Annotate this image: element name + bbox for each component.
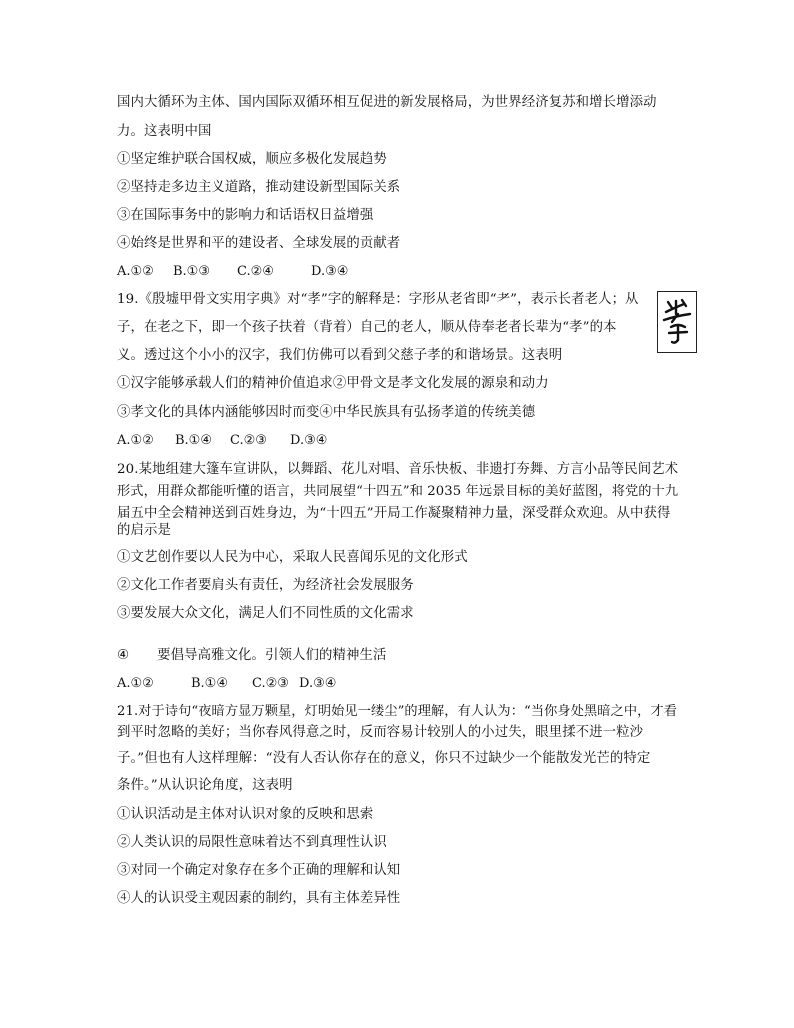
option-d[interactable]: D.③④ — [311, 264, 349, 279]
option-b[interactable]: B.①④ — [191, 676, 228, 691]
q20-statement-4-text: 要倡导高雅文化。引领人们的精神生活 — [157, 648, 387, 663]
option-a[interactable]: A.①② — [117, 676, 154, 691]
q21-line-2: 到平时忽略的美好；当你春风得意之时，反而容易计较别人的小过失，眼里揉不进一粒沙 — [117, 725, 644, 740]
q21-line-1: 21.对于诗句“夜暗方显万颗星，灯明始见一缕尘”的理解，有人认为：“当你身处黑暗之中，才看 — [117, 704, 678, 719]
q20-line-1: 20.某地组建大篷车宣讲队，以舞蹈、花儿对唱、音乐快板、非遗打夯舞、方言小品等民间艺术 — [117, 462, 679, 477]
q19-line-3: 义。透过这个小小的汉字，我们仿佛可以看到父慈子孝的和谐场景。这表明 — [117, 348, 563, 363]
oracle-bone-xiao-icon — [657, 291, 697, 353]
option-c[interactable]: C.②④ — [237, 264, 274, 279]
q21-line-3: 子。”但也有人这样理解：“没有人否认你存在的意义，你只不过缺少一个能散发光芒的特定 — [117, 751, 651, 766]
option-c[interactable]: C.②③ — [230, 433, 267, 448]
q20-statement-2: ②文化工作者要肩头有责任，为经济社会发展服务 — [117, 578, 414, 593]
option-d[interactable]: D.③④ — [299, 676, 337, 691]
q20-line-4: 的启示是 — [117, 523, 171, 538]
q19-line-1: 19.《殷墟甲骨文实用字典》对“孝”字的解释是：字形从老省即“耂”，表示长者老人；从 — [117, 292, 639, 307]
q20-statement-4-number: ④ — [117, 648, 130, 663]
q20-statement-3: ③要发展大众文化，满足人们不同性质的文化需求 — [117, 606, 414, 621]
q19-line-2: 子，在老之下，即一个孩子扶着（背着）自己的老人，顺从侍奉老者长辈为“孝”的本 — [117, 320, 617, 335]
option-b[interactable]: B.①④ — [175, 433, 212, 448]
q19-options — [117, 432, 327, 450]
q21-statement-1: ①认识活动是主体对认识对象的反映和思索 — [117, 807, 374, 822]
intro-statement-4: ④始终是世界和平的建设者、全球发展的贡献者 — [117, 236, 401, 251]
intro-line-1: 国内大循环为主体、国内国际双循环相互促进的新发展格局，为世界经济复苏和增长增添动 — [117, 95, 657, 110]
option-b[interactable]: B.①③ — [173, 264, 210, 279]
option-c[interactable]: C.②③ — [252, 676, 289, 691]
q21-statement-2: ②人类认识的局限性意味着达不到真理性认识 — [117, 835, 387, 850]
q20-line-2: 形式，用群众都能听懂的语言，共同展望“十四五”和 2035 年远景目标的美好蓝图，将党的十九 — [117, 484, 679, 499]
q20-statement-1: ①文艺创作要以人民为中心，采取人民喜闻乐见的文化形式 — [117, 550, 468, 565]
intro-options — [117, 263, 348, 281]
option-d[interactable]: D.③④ — [290, 433, 328, 448]
intro-statement-1: ①坚定维护联合国权威，顺应多极化发展趋势 — [117, 152, 387, 167]
q20-options — [117, 675, 336, 693]
q21-line-4: 条件。”从认识论角度，这表明 — [117, 778, 293, 793]
q19-statements-3-4: ③孝文化的具体内涵能够因时而变④中华民族具有弘扬孝道的传统美德 — [117, 405, 536, 420]
q20-statement-4 — [117, 647, 386, 665]
q20-line-3: 届五中全会精神送到百姓身边，为“十四五”开局工作凝聚精神力量，深受群众欢迎。从中获得 — [117, 506, 671, 521]
q21-statement-3: ③对同一个确定对象存在多个正确的理解和认知 — [117, 863, 401, 878]
intro-line-2: 力。这表明中国 — [117, 124, 212, 139]
option-a[interactable]: A.①② — [117, 433, 154, 448]
intro-statement-3: ③在国际事务中的影响力和话语权日益增强 — [117, 208, 374, 223]
q21-statement-4: ④人的认识受主观因素的制约，具有主体差异性 — [117, 891, 401, 906]
intro-statement-2: ②坚持走多边主义道路，推动建设新型国际关系 — [117, 180, 401, 195]
q19-statements-1-2: ①汉字能够承载人们的精神价值追求②甲骨文是孝文化发展的源泉和动力 — [117, 376, 549, 391]
option-a[interactable]: A.①② — [117, 264, 154, 279]
